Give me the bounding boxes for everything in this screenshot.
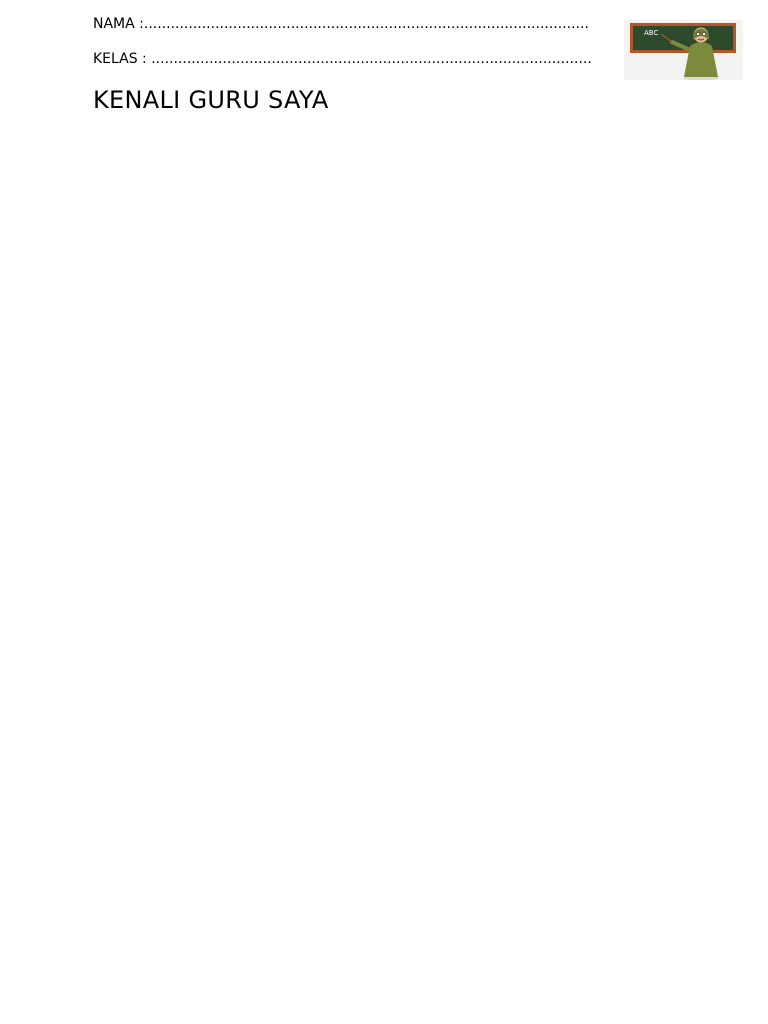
class-field-label: KELAS : ................................................................................................... bbox=[93, 51, 592, 67]
name-field-label: NAMA :.................................................................................................... bbox=[93, 16, 589, 32]
teacher-at-chalkboard-icon bbox=[624, 20, 743, 80]
board-text: ABC bbox=[644, 29, 659, 37]
page-title: KENALI GURU SAYA bbox=[93, 86, 329, 114]
